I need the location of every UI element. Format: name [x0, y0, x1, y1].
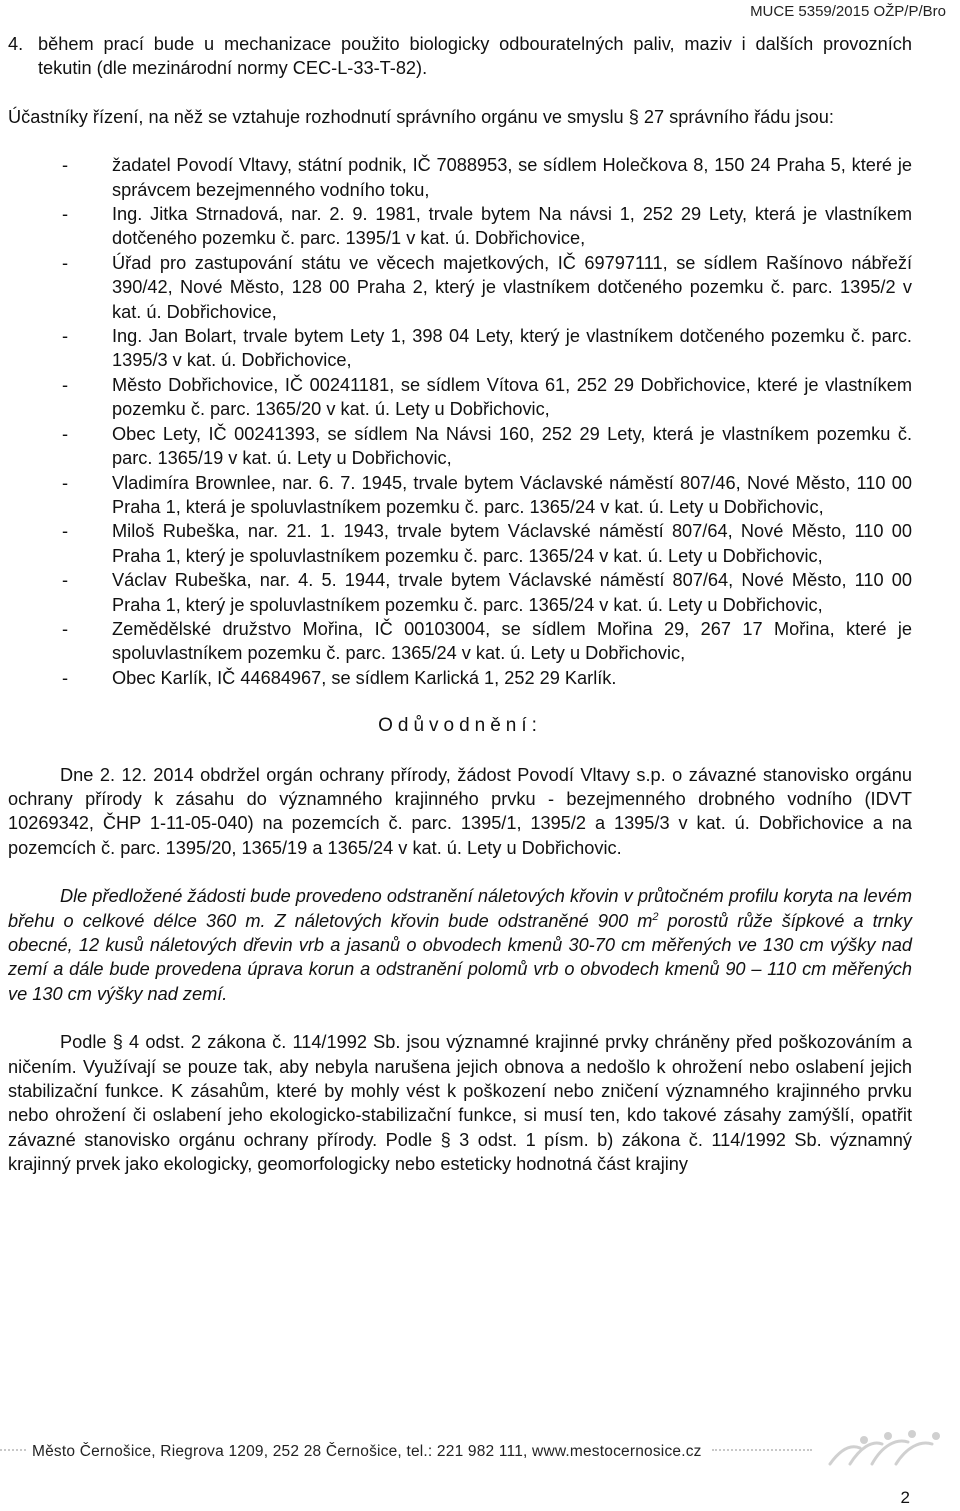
- participant-text: Zemědělské družstvo Mořina, IČ 00103004, se sídlem Mořina 29, 267 17 Mořina, které je spoluvlastníkem pozemku č. parc. 1365/24 v kat. ú. Lety u Dobřichovic,: [112, 618, 912, 664]
- participants-list: [8, 153, 912, 690]
- list-dash: -: [62, 252, 69, 273]
- participant-text: Obec Karlík, IČ 44684967, se sídlem Karlická 1, 252 29 Karlík.: [112, 667, 617, 688]
- list-dash: -: [62, 472, 69, 493]
- participant-text: Vladimíra Brownlee, nar. 6. 7. 1945, trvale bytem Václavské náměstí 807/46, Nové Město, 110 00 Praha 1, která je spoluvlastníkem pozemku č. parc. 1365/24 v kat. ú. Lety u Dobřichovic,: [112, 472, 912, 517]
- list-item: [8, 568, 912, 617]
- paragraph-request-text: Dne 2. 12. 2014 obdržel orgán ochrany přírody, žádost Povodí Vltavy s.p. o závazné stanovisko orgánu ochrany přírody k zásahu do významného krajinného prvku - bezejmenného drobného vodního (IDVT 10269342, ČHP 1-11-05-040) na pozemcích č. parc. 1395/1, 1395/2 a 1395/3 v kat. ú. Dobřichovice a na pozemcích č. parc. 1395/20, 1365/19 a 1365/24 v kat. ú. Lety u Dobřichovic.: [8, 764, 912, 858]
- list-item: [8, 324, 912, 373]
- participant-text: Václav Rubeška, nar. 4. 5. 1944, trvale bytem Václavské náměstí 807/64, Nové Město, 110 00 Praha 1, který je spoluvlastníkem pozemku č. parc. 1365/24 v kat. ú. Lety u Dobřichovic,: [112, 570, 912, 615]
- item-text: během prací bude u mechanizace použito biologicky odbouratelných paliv, maziv i dalších provozních tekutin (dle mezinárodní normy CEC-L-33-T-82).: [38, 34, 912, 79]
- paragraph-scope: [8, 884, 912, 1006]
- condition-item-4: [8, 32, 912, 81]
- town-logo-icon: [820, 1430, 950, 1470]
- document-reference: MUCE 5359/2015 OŽP/P/Bro: [750, 3, 946, 20]
- paragraph-law-text: Podle § 4 odst. 2 zákona č. 114/1992 Sb. jsou významné krajinné prvky chráněny před poškozováním a ničením. Využívají se pouze tak, aby nebyla narušena jejich obnova a nedošlo k ohrožení nebo oslabení jejich stabilizační funkce. K zásahům, které by mohly vést k poškození nebo zničení významného krajinného prvku nebo ohrožení či oslabení jeho ekologicko-stabilizační funkce, si musí ten, kdo takové zásahy zamýšlí, opatřit závazné stanovisko orgánu ochrany přírody. Podle § 3 odst. 1 písm. b) zákona č. 114/1992 Sb. významný krajinný prvek jako ekologicky, geomorfologicky nebo esteticky hodnotná část krajiny: [8, 1032, 912, 1175]
- participants-intro: Účastníky řízení, na něž se vztahuje rozhodnutí správního orgánu ve smyslu § 27 správního řádu jsou:: [8, 106, 834, 127]
- list-item: [8, 202, 912, 251]
- list-dash: -: [62, 423, 69, 444]
- list-item: [8, 153, 912, 202]
- paragraph-request: [8, 763, 912, 861]
- paragraph-law: [8, 1030, 912, 1176]
- list-item: [8, 251, 912, 324]
- list-dash: -: [62, 374, 69, 395]
- paragraph-scope-text-cont: porostů růže šípkové a trnky obecné, 12 kusů náletových dřevin vrb a jasanů o obvodech kmenů 30-70 cm měřených ve 130 cm výšky nad zemí a dále bude provedena úprava korun a odstranění polomů vrb o obvodech kmenů 90 – 110 cm měřených ve 130 cm výšky nad zemí.: [8, 910, 912, 1004]
- list-dash: -: [62, 570, 69, 591]
- list-dash: -: [62, 667, 69, 688]
- footer-divider: [712, 1449, 812, 1452]
- page-footer: [0, 1430, 960, 1480]
- list-item: [8, 519, 912, 568]
- participant-text: Miloš Rubeška, nar. 21. 1. 1943, trvale bytem Václavské náměstí 807/64, Nové Město, 110 00 Praha 1, který je spoluvlastníkem pozemku č. parc. 1365/24 v kat. ú. Lety u Dobřichovic,: [112, 521, 912, 566]
- document-body: [8, 32, 912, 1177]
- footer-address: Město Černošice, Riegrova 1209, 252 28 Černošice, tel.: 221 982 111, www.mestocernosice.cz: [32, 1443, 702, 1460]
- participant-text: žadatel Povodí Vltavy, státní podnik, IČ 7088953, se sídlem Holečkova 8, 150 24 Praha 5, které je správcem bezejmenného vodního toku,: [112, 155, 912, 200]
- participant-text: Obec Lety, IČ 00241393, se sídlem Na Návsi 160, 252 29 Lety, která je vlastníkem pozemku č. parc. 1365/19 v kat. ú. Lety u Dobřichovic,: [112, 423, 912, 469]
- list-item: [8, 471, 912, 520]
- paragraph-scope-text: Dle předložené žádosti bude provedeno odstranění náletových křovin v průtočném profilu koryta na levém břehu o celkové délce 360 m. Z náletových křovin bude odstraněné 900 m: [8, 886, 912, 931]
- superscript: 2: [652, 910, 659, 923]
- list-dash: -: [62, 521, 69, 542]
- list-item: [8, 617, 912, 666]
- list-item: [8, 422, 912, 471]
- participant-text: Úřad pro zastupování státu ve věcech majetkových, IČ 69797111, se sídlem Rašínovo nábřeží 390/42, Nové Město, 128 00 Praha 2, který je vlastníkem dotčeného pozemku č. parc. 1395/2 v kat. ú. Dobřichovice,: [112, 252, 912, 322]
- list-dash: -: [62, 204, 69, 225]
- footer-divider: [0, 1449, 26, 1452]
- list-item: [8, 373, 912, 422]
- participant-text: Město Dobřichovice, IČ 00241181, se sídlem Vítova 61, 252 29 Dobřichovice, které je vlastníkem pozemku č. parc. 1365/20 v kat. ú. Lety u Dobřichovic,: [112, 374, 912, 420]
- item-number: 4.: [8, 34, 24, 54]
- participant-text: Ing. Jitka Strnadová, nar. 2. 9. 1981, trvale bytem Na návsi 1, 252 29 Lety, která je vlastníkem dotčeného pozemku č. parc. 1395/1 v kat. ú. Dobřichovice,: [112, 204, 912, 249]
- participant-text: Ing. Jan Bolart, trvale bytem Lety 1, 398 04 Lety, který je vlastníkem dotčeného pozemku č. parc. 1395/3 v kat. ú. Dobřichovice,: [112, 326, 912, 371]
- section-heading: Odůvodnění:: [378, 715, 542, 737]
- list-item: [8, 666, 912, 690]
- list-dash: -: [62, 326, 69, 347]
- page-number: 2: [900, 1488, 910, 1507]
- list-dash: -: [62, 618, 69, 639]
- list-dash: -: [62, 155, 69, 176]
